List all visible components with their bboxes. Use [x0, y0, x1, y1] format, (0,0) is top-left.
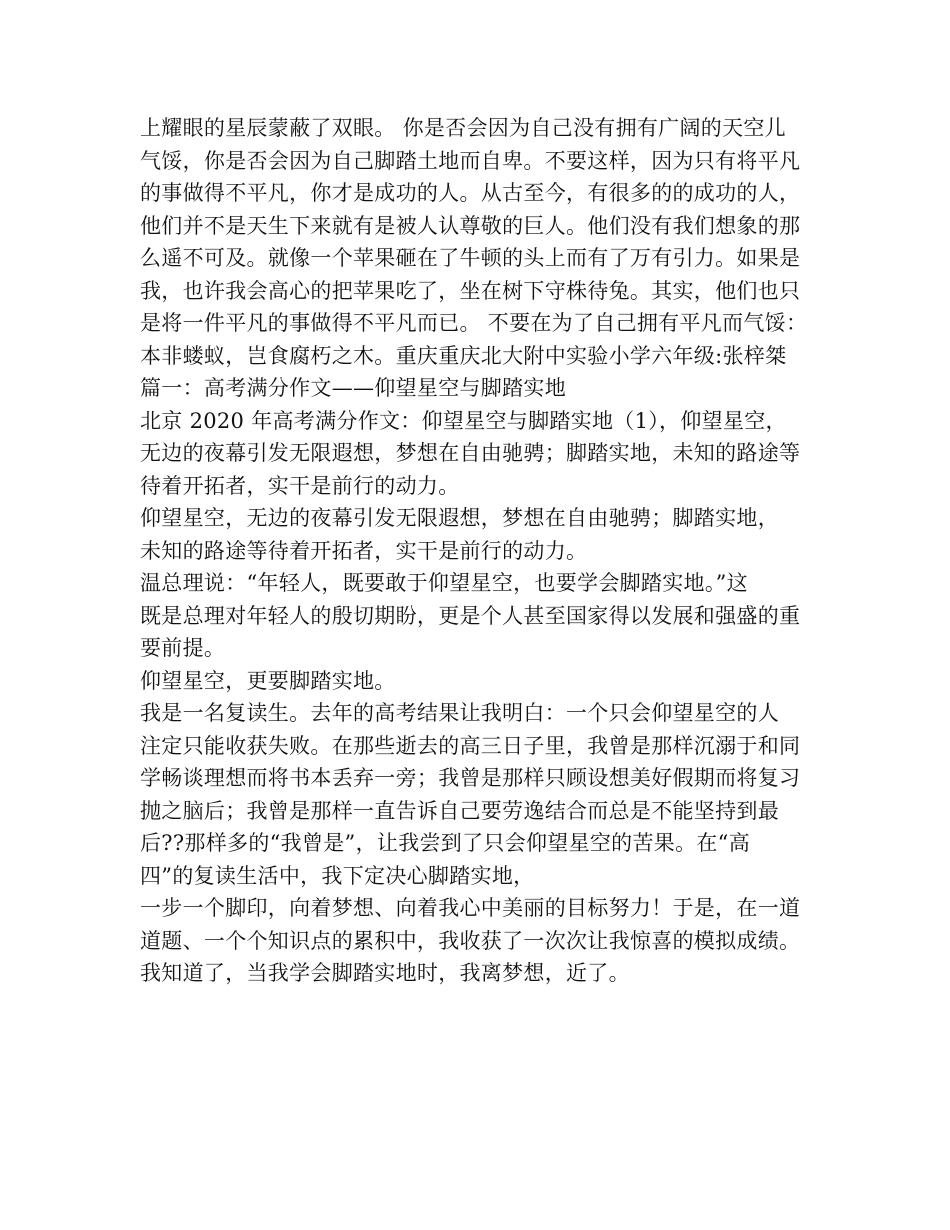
text-line: 未知的路途等待着开拓者，实干是前行的动力。: [140, 538, 588, 563]
text-line: 我知道了，当我学会脚踏实地时，我离梦想，近了。: [140, 961, 630, 985]
text-line: 待着开拓者，实干是前行的动力。: [140, 473, 460, 498]
text-line: 后??那样多的“我曾是”，让我尝到了只会仰望星空的苦果。在“高: [140, 831, 751, 855]
text-line: 我是一名复读生。去年的高考结果让我明白：一个只会仰望星空的人: [140, 701, 779, 725]
text-line: 学畅谈理想而将书本丢弃一旁；我曾是那样只顾设想美好假期而将复习: [140, 766, 801, 790]
text-line: 温总理说：“年轻人，既要敢于仰望星空，也要学会脚踏实地。”这: [140, 571, 748, 595]
text-line: 一步一个脚印，向着梦想、向着我心中美丽的目标努力！于是，在一道: [140, 896, 801, 920]
text-line: 我，也许我会高心的把苹果吃了，坐在树下守株待兔。其实，他们也只: [140, 278, 801, 303]
text-line: 抛之脑后；我曾是那样一直告诉自己要劳逸结合而总是不能坚持到最: [140, 798, 779, 823]
text-line: 北京 2020 年高考满分作文：仰望星空与脚踏实地（1），仰望星空，: [140, 408, 787, 433]
text-line: 无边的夜幕引发无限遐想，梦想在自由驰骋；脚踏实地，未知的路途等: [140, 441, 801, 465]
text-line: 的事做得不平凡，你才是成功的人。从古至今，有很多的的成功的人，: [140, 181, 801, 205]
text-line: 本非蝼蚁，岂食腐朽之木。重庆重庆北大附中实验小学六年级:张梓桀: [140, 343, 787, 368]
section-heading: 篇一：高考满分作文——仰望星空与脚踏实地: [140, 376, 566, 400]
text-line: 要前提。: [140, 636, 226, 660]
text-line: 上耀眼的星辰蒙蔽了双眼。 你是否会因为自己没有拥有广阔的天空儿: [140, 116, 786, 140]
text-line: 气馁，你是否会因为自己脚踏土地而自卑。不要这样，因为只有将平凡: [140, 148, 801, 173]
essay-body: [140, 112, 820, 990]
text-line: 仰望星空，无边的夜幕引发无限遐想，梦想在自由驰骋；脚踏实地，: [140, 506, 779, 530]
text-line: 他们并不是天生下来就有是被人认尊敬的巨人。他们没有我们想象的那: [140, 213, 801, 238]
text-line: 是将一件平凡的事做得不平凡而已。 不要在为了自己拥有平凡而气馁：: [140, 311, 808, 335]
text-line: 注定只能收获失败。在那些逝去的高三日子里，我曾是那样沉溺于和同: [140, 733, 801, 758]
text-line: 四”的复读生活中，我下定决心脚踏实地，: [140, 863, 535, 888]
text-line: 道题、一个个知识点的累积中，我收获了一次次让我惊喜的模拟成绩。: [140, 928, 801, 953]
text-line: 既是总理对年轻人的殷切期盼，更是个人甚至国家得以发展和强盛的重: [140, 603, 801, 628]
text-line: 么遥不可及。就像一个苹果砸在了牛顿的头上而有了万有引力。如果是: [140, 246, 801, 270]
text-line: 仰望星空，更要脚踏实地。: [140, 668, 396, 693]
